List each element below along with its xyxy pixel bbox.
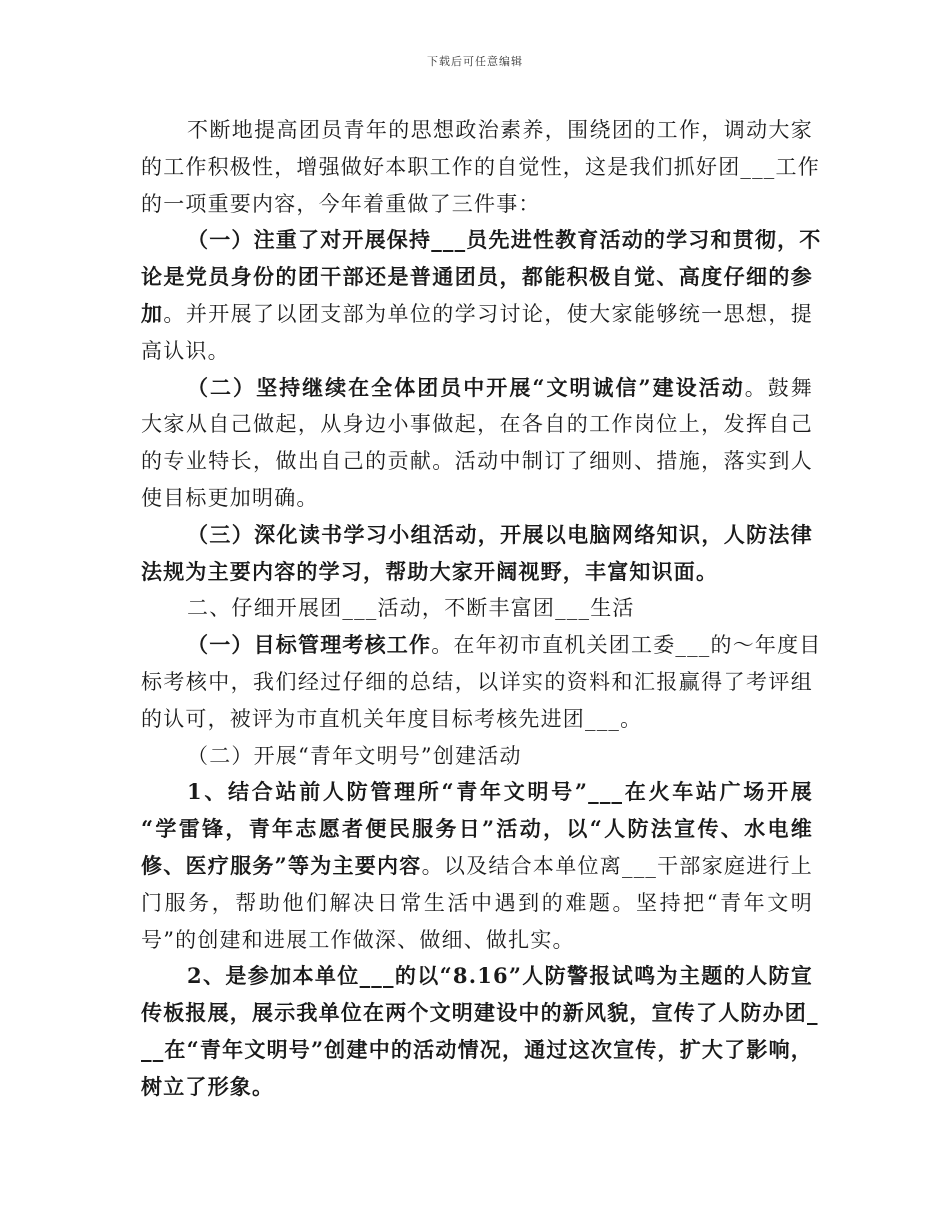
paragraph-line — [141, 774, 813, 811]
paragraph-line: 的认可，被评为市直机关年度目标考核先进团___。 — [141, 706, 643, 731]
paragraph-line — [141, 296, 813, 333]
paragraph-line: 的一项重要内容，今年着重做了三件事： — [141, 191, 541, 216]
paragraph-line — [141, 627, 822, 664]
paragraph-line: 使目标更加明确。 — [141, 485, 319, 510]
paragraph-line: 大家从自己做起，从身边小事做起，在各自的工作岗位上，发挥自己 — [141, 412, 813, 437]
body-text: 。在年初市直机关团工委___的～年度目 — [431, 633, 822, 658]
paragraph-line: 门服务，帮助他们解决日常生活中遇到的难题。坚持把“青年文明 — [141, 890, 813, 915]
bold-text: 加 — [141, 300, 164, 326]
paragraph-line: 的工作积极性，增强做好本职工作的自觉性，这是我们抓好团___工作 — [141, 154, 820, 179]
body-text: 。以及结合本单位离___干部家庭进行上 — [421, 853, 813, 878]
paragraph-line — [141, 958, 813, 995]
paragraph-line — [141, 259, 813, 296]
paragraph-line — [141, 370, 813, 407]
paragraph-line — [141, 222, 822, 259]
paragraph-line — [141, 811, 813, 848]
paragraph-line: 不断地提高团员青年的思想政治素养，围绕团的工作，调动大家 — [187, 118, 813, 142]
bold-text: 树立了形象。 — [141, 1073, 275, 1099]
bold-text: 1、结合站前人防管理所“青年文明号”___在火车站广场开展 — [187, 779, 813, 805]
body-text: 。鼓舞 — [744, 375, 813, 400]
body-text: 。并开展了以团支部为单位的学习讨论，使大家能够统一思想，提 — [163, 301, 813, 326]
paragraph-line — [141, 517, 813, 554]
bold-text: “学雷锋，青年志愿者便民服务日”活动，以“人防法宣传、水电维 — [141, 816, 813, 842]
bold-text: （二）坚持继续在全体团员中开展“文明诚信”建设活动 — [187, 374, 745, 400]
bold-text: 传板报展，展示我单位在两个文明建设中的新风貌，宣传了人防办团_ — [141, 1000, 819, 1026]
bold-text: 修、医疗服务”等为主要内容 — [141, 852, 422, 878]
bold-text: 法规为主要内容的学习，帮助大家开阔视野，丰富知识面。 — [141, 558, 719, 584]
page-header: 下载后可任意编辑 — [427, 55, 523, 68]
bold-text: __在“青年文明号”创建中的活动情况，通过这次宣传，扩大了影响， — [141, 1036, 813, 1062]
bold-text: （一）注重了对开展保持___员先进性教育活动的学习和贯彻，不 — [187, 227, 822, 253]
subsection-heading: （二）开展“青年文明号”创建活动 — [187, 743, 522, 768]
paragraph-line: 的专业特长，做出自己的贡献。活动中制订了细则、措施，落实到人 — [141, 449, 813, 474]
paragraph-line: 标考核中，我们经过仔细的总结，以详实的资料和汇报赢得了考评组 — [141, 669, 813, 694]
paragraph-line — [141, 995, 819, 1032]
paragraph-line: 高认识。 — [141, 338, 230, 363]
paragraph-line: 号”的创建和进展工作做深、做细、做扎实。 — [141, 927, 575, 952]
paragraph-line — [141, 554, 813, 591]
paragraph-line — [141, 1069, 813, 1106]
section-heading: 二、仔细开展团___活动，不断丰富团___生活 — [187, 596, 635, 621]
bold-text: （三）深化读书学习小组活动，开展以电脑网络知识，人防法律 — [187, 521, 813, 547]
bold-text: 2、是参加本单位___的以“8.16”人防警报试鸣为主题的人防宣 — [187, 963, 813, 989]
bold-text: （一）目标管理考核工作 — [187, 632, 432, 658]
paragraph-line — [141, 848, 813, 885]
document-body — [141, 112, 822, 1106]
paragraph-line — [141, 1032, 813, 1069]
bold-text: 论是党员身份的团干部还是普通团员，都能积极自觉、高度仔细的参 — [141, 264, 813, 290]
